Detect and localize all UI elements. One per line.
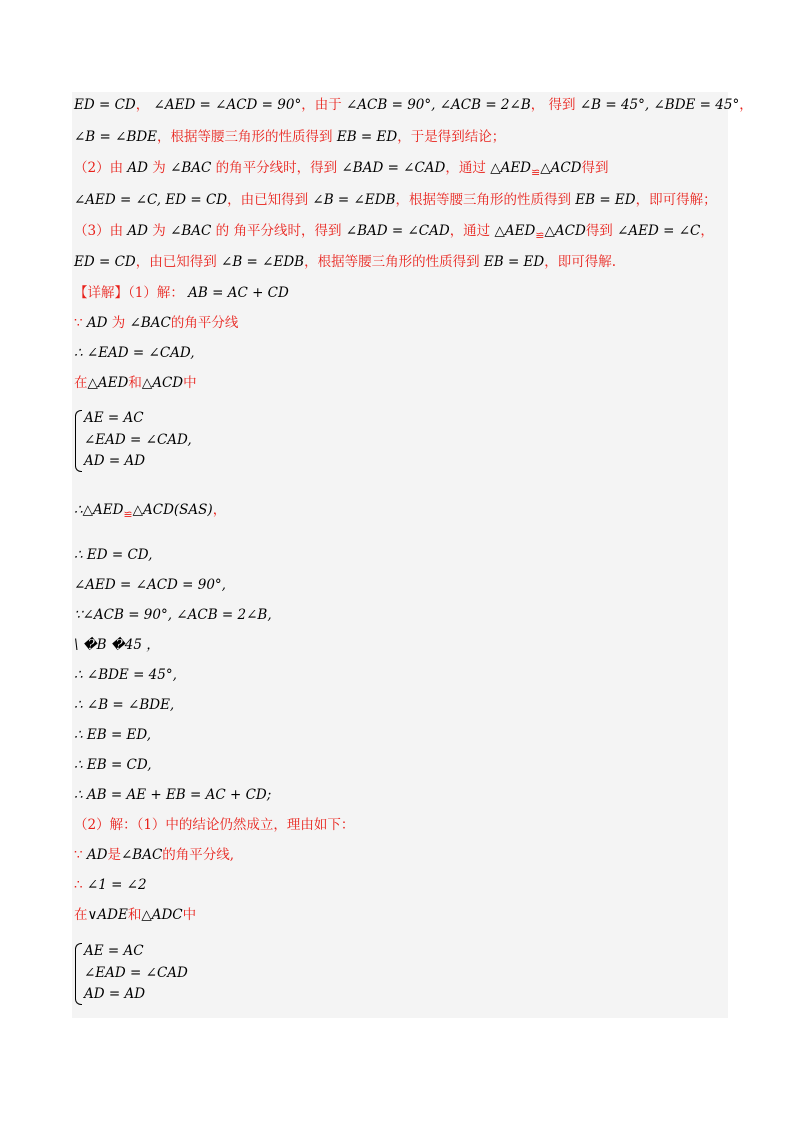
system-brace: [75, 943, 82, 1005]
math-expression: △ADC: [141, 907, 183, 923]
section-label: 【详解】: [74, 285, 128, 301]
text: ，: [700, 223, 714, 239]
equation-system: [84, 408, 192, 473]
detail-line: ∴ EB = ED,: [74, 727, 152, 743]
math-expression: ∠B = ∠EDB: [312, 192, 396, 208]
math-expression: ED = CD: [74, 97, 136, 113]
detail-heading: [74, 283, 289, 303]
math-expression: ∠B = 45°, ∠BDE = 45°: [579, 97, 740, 113]
text: 的角平分线,: [162, 847, 235, 863]
text: 在: [74, 375, 88, 391]
because-symbol: ∵: [74, 847, 83, 863]
analysis-line-3: [74, 158, 609, 179]
math-expression: ED = CD: [74, 254, 136, 270]
math-expression: ∠ACB = 90°, ∠ACB = 2∠B: [346, 97, 531, 113]
text: 为: [152, 223, 166, 239]
text: 得到: [585, 223, 613, 239]
detail-line: [74, 875, 147, 895]
detail-line: ∴ EB = CD,: [74, 757, 152, 773]
math-expression: AD: [86, 847, 108, 863]
congruent-symbol: ≌: [535, 229, 545, 242]
because-symbol: ∵: [74, 315, 83, 331]
detail-line: ∴ AB = AE + EB = AC + CD;: [74, 787, 272, 803]
text: ，: [739, 97, 753, 113]
math-expression: EB = ED: [336, 129, 398, 145]
math-expression: ∠AED = ∠C: [617, 223, 701, 239]
equation: ∠EAD = ∠CAD: [84, 964, 188, 981]
text: ，即可得解.: [544, 254, 617, 270]
math-expression: △ACD: [540, 160, 582, 176]
detail-line: [74, 313, 238, 333]
system-brace: [75, 410, 82, 472]
math-expression: △ACD: [544, 223, 586, 239]
text: 的角平分线时，得到: [215, 160, 338, 176]
math-expression: ∨ADE: [87, 907, 128, 923]
text: 的 角平分线时，得到: [215, 223, 342, 239]
therefore-symbol: ∴: [74, 877, 83, 893]
math-expression: AD: [127, 160, 148, 176]
equation: AD = AD: [84, 453, 146, 469]
text: ，由已知得到: [135, 254, 217, 270]
math-expression: ∠AED = ∠ACD = 90°: [153, 97, 302, 113]
detail-line: ∵∠ACB = 90°, ∠ACB = 2∠B,: [74, 607, 272, 623]
text: ，通过: [449, 223, 491, 239]
text: ， 得到: [530, 97, 576, 113]
analysis-line-4: [74, 190, 717, 210]
math-expression: ∠B = ∠EDB: [221, 254, 305, 270]
equation: ∠EAD = ∠CAD,: [84, 431, 192, 448]
math-expression: ∠BAC: [170, 223, 212, 239]
text: ，根据等腰三角形的性质得到: [395, 192, 571, 208]
math-expression: AD: [86, 315, 108, 331]
math-expression: AD: [127, 223, 148, 239]
part-2-heading: （2）解：（1）中的结论仍然成立，理由如下：: [74, 817, 355, 833]
math-expression: △AED: [494, 223, 536, 239]
text: （2）由: [74, 160, 124, 176]
text: ，根据等腰三角形的性质得到: [304, 254, 480, 270]
text: （3）由: [74, 223, 124, 239]
detail-line: \ �B �45 ，: [74, 637, 160, 653]
equation: AE = AC: [84, 943, 144, 959]
detail-line: [74, 905, 196, 925]
congruent-symbol: ≌: [123, 508, 133, 521]
text: ，: [212, 502, 227, 518]
text: 是: [107, 847, 121, 863]
text: 中: [182, 907, 197, 923]
math-expression: ∠BAC: [170, 160, 212, 176]
math-expression: ∠BAC: [129, 315, 171, 331]
text: ，根据等腰三角形的性质得到: [157, 129, 333, 145]
detail-line: ∴ ∠B = ∠BDE,: [74, 697, 175, 713]
math-expression: ∠B = ∠BDE: [74, 129, 158, 145]
detail-line: [74, 845, 234, 865]
text: ，通过: [445, 160, 486, 176]
analysis-line-1: [74, 95, 753, 115]
detail-line: ∠AED = ∠ACD = 90°,: [74, 577, 226, 593]
text: 为: [111, 315, 126, 331]
text: 得到: [581, 160, 609, 176]
text: 为: [152, 160, 166, 176]
text: 和: [127, 907, 142, 923]
detail-line: [74, 373, 197, 393]
text: 和: [128, 375, 142, 391]
math-expression: ∠BAC: [120, 847, 163, 863]
math-expression: △AED: [87, 375, 129, 391]
detail-line: ∴ ∠BDE = 45°,: [74, 667, 177, 683]
math-expression: ∴△AED: [74, 502, 124, 518]
math-expression: △AED: [490, 160, 531, 176]
text: （1）解：: [128, 285, 184, 301]
text: ，即可得解；: [635, 192, 717, 208]
detail-line: ∴ ED = CD,: [74, 547, 153, 563]
text: ，于是得到结论；: [397, 129, 506, 145]
analysis-line-5: [74, 221, 714, 242]
text: 的角平分线: [170, 315, 239, 331]
math-expression: ∠1 = ∠2: [86, 877, 147, 893]
math-expression: EB = ED: [483, 254, 545, 270]
equation: AD = AD: [84, 986, 146, 1002]
equation: AE = AC: [84, 410, 144, 426]
analysis-line-2: [74, 127, 505, 147]
math-expression: △ACD(SAS): [132, 502, 213, 518]
detail-line: ∴ ∠EAD = ∠CAD,: [74, 345, 195, 361]
text: ，由于: [301, 97, 342, 113]
math-expression: △ACD: [141, 375, 184, 391]
congruent-symbol: ≌: [531, 166, 541, 179]
analysis-line-6: [74, 252, 616, 272]
math-expression: AB = AC + CD: [188, 285, 289, 301]
text: 在: [74, 907, 88, 923]
math-expression: ∠AED = ∠C, ED = CD: [74, 192, 228, 208]
math-expression: ∠BAD = ∠CAD: [341, 160, 446, 176]
math-expression: ∠BAD = ∠CAD: [345, 223, 450, 239]
text: ，: [135, 97, 150, 113]
math-expression: EB = ED: [575, 192, 636, 208]
text: 中: [183, 375, 197, 391]
text: ，由已知得到: [227, 192, 309, 208]
equation-system: [84, 941, 188, 1006]
detail-line: [74, 500, 226, 521]
